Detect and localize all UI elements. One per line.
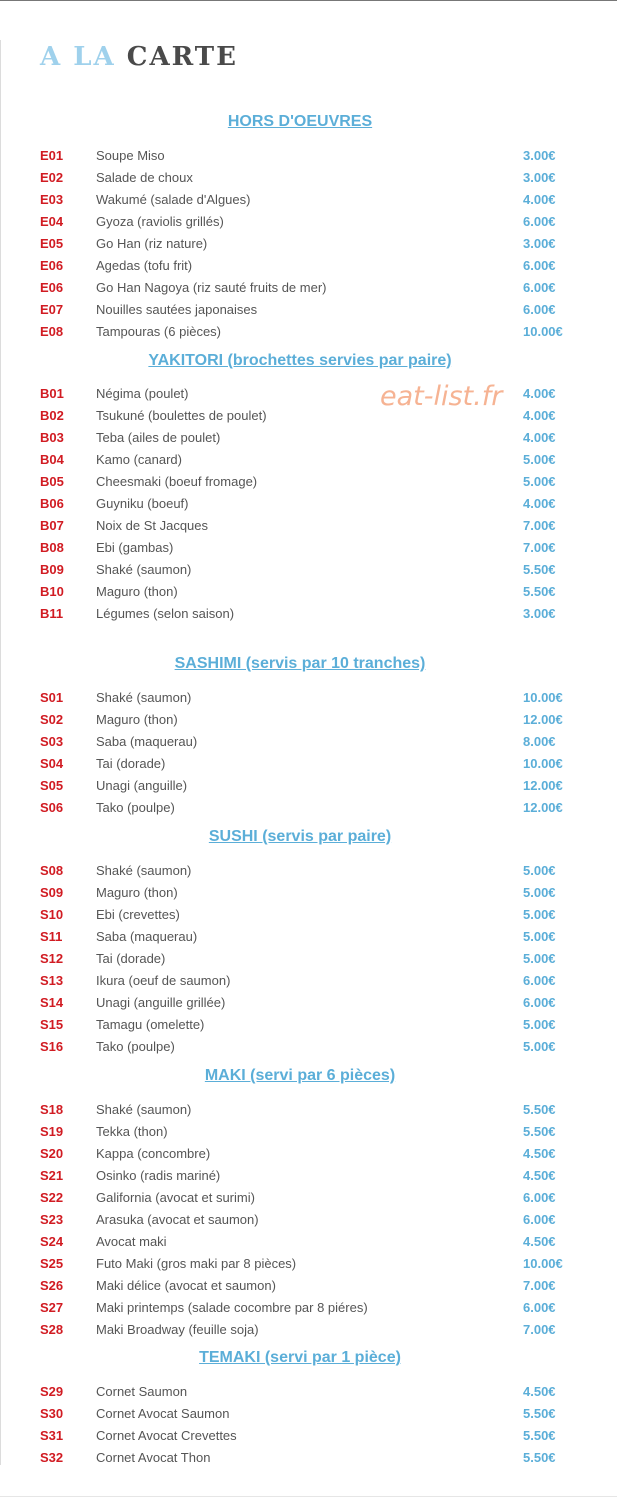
item-name: Osinko (radis mariné)	[96, 1167, 221, 1183]
item-price: 7.00€	[523, 1321, 556, 1337]
item-name: Saba (maquerau)	[96, 733, 198, 749]
item-code: E06	[40, 257, 64, 273]
item-code: S19	[40, 1123, 64, 1139]
item-code: B09	[40, 561, 64, 577]
item-code: S28	[40, 1321, 64, 1337]
item-price: 6.00€	[523, 994, 556, 1010]
item-name: Unagi (anguille grillée)	[96, 994, 226, 1010]
menu-item	[0, 1143, 600, 1165]
item-price: 4.50€	[523, 1233, 556, 1249]
item-price: 3.00€	[523, 169, 556, 185]
menu-item	[0, 753, 600, 775]
item-price: 3.00€	[523, 235, 556, 251]
item-name: Tako (poulpe)	[96, 1038, 175, 1054]
menu-item	[0, 687, 600, 709]
item-code: B06	[40, 495, 64, 511]
menu-item	[0, 1231, 600, 1253]
item-name: Tampouras (6 pièces)	[96, 323, 221, 339]
item-price: 10.00€	[523, 323, 563, 339]
menu-item	[0, 797, 600, 819]
item-price: 5.50€	[523, 1123, 556, 1139]
menu-item	[0, 211, 600, 233]
item-code: E05	[40, 235, 64, 251]
item-code: S20	[40, 1145, 64, 1161]
item-price: 6.00€	[523, 1211, 556, 1227]
item-price: 7.00€	[523, 539, 556, 555]
menu-item	[0, 926, 600, 948]
menu-item	[0, 1381, 600, 1403]
item-name: Salade de choux	[96, 169, 193, 185]
item-name: Unagi (anguille)	[96, 777, 188, 793]
bottom-border	[0, 1496, 617, 1497]
item-price: 7.00€	[523, 517, 556, 533]
item-code: B04	[40, 451, 64, 467]
item-name: Noix de St Jacques	[96, 517, 209, 533]
item-price: 5.50€	[523, 561, 556, 577]
item-code: S03	[40, 733, 64, 749]
item-price: 5.50€	[523, 1427, 556, 1443]
item-price: 6.00€	[523, 1299, 556, 1315]
item-code: B03	[40, 429, 64, 445]
menu-item	[0, 383, 600, 405]
section-title: TEMAKI (servi par 1 pièce)	[199, 1349, 401, 1366]
section-title: SASHIMI (servis par 10 tranches)	[174, 655, 426, 672]
item-name: Soupe Miso	[96, 148, 165, 163]
item-code: S05	[40, 777, 64, 793]
item-price: 6.00€	[523, 972, 556, 988]
item-code: S01	[40, 690, 64, 705]
item-code: E03	[40, 191, 64, 207]
item-code: S25	[40, 1255, 64, 1271]
item-name: Tai (dorade)	[96, 755, 166, 771]
item-code: S15	[40, 1016, 64, 1032]
menu-item	[0, 904, 600, 926]
menu-item	[0, 948, 600, 970]
item-price: 10.00€	[523, 1255, 563, 1271]
item-price: 6.00€	[523, 257, 556, 273]
item-price: 10.00€	[523, 690, 563, 705]
menu-item	[0, 515, 600, 537]
item-price: 6.00€	[523, 213, 556, 229]
item-name: Wakumé (salade d'Algues)	[96, 191, 251, 207]
menu-item	[0, 559, 600, 581]
item-code: S21	[40, 1167, 64, 1183]
item-price: 6.00€	[523, 301, 556, 317]
item-name: Maguro (thon)	[96, 884, 178, 900]
item-name: Maki Broadway (feuille soja)	[96, 1321, 259, 1337]
item-code: S10	[40, 906, 64, 922]
item-price: 3.00€	[523, 605, 556, 621]
item-name: Saba (maquerau)	[96, 928, 198, 944]
item-code: S12	[40, 950, 64, 966]
menu-item	[0, 537, 600, 559]
item-name: Gyoza (raviolis grillés)	[96, 213, 224, 229]
item-name: Teba (ailes de poulet)	[96, 429, 221, 445]
item-name: Kappa (concombre)	[96, 1145, 211, 1161]
item-name: Maki délice (avocat et saumon)	[96, 1277, 276, 1293]
menu-item	[0, 321, 600, 343]
item-name: Futo Maki (gros maki par 8 pièces)	[96, 1255, 297, 1271]
page-title-part1: A LA	[40, 42, 116, 72]
item-price: 5.50€	[523, 1102, 556, 1117]
item-name: Shaké (saumon)	[96, 690, 192, 705]
item-price: 12.00€	[523, 799, 563, 815]
item-code: B08	[40, 539, 64, 555]
item-price: 12.00€	[523, 711, 563, 727]
item-name: Ebi (gambas)	[96, 539, 174, 555]
item-name: Tekka (thon)	[96, 1123, 168, 1139]
section-title: SUSHI (servis par paire)	[208, 828, 392, 845]
section-title: YAKITORI (brochettes servies par paire)	[148, 352, 452, 369]
item-price: 5.50€	[523, 583, 556, 599]
item-code: S06	[40, 799, 64, 815]
item-name: Go Han Nagoya (riz sauté fruits de mer)	[96, 279, 327, 295]
menu-item	[0, 1403, 600, 1425]
menu-item	[0, 145, 600, 167]
menu-item	[0, 1253, 600, 1275]
item-name: Shaké (saumon)	[96, 561, 192, 577]
item-price: 5.00€	[523, 928, 556, 944]
item-price: 4.50€	[523, 1167, 556, 1183]
item-code: E06	[40, 279, 64, 295]
item-price: 5.00€	[523, 1038, 556, 1054]
item-code: S29	[40, 1384, 64, 1399]
item-name: Guyniku (boeuf)	[96, 495, 189, 511]
item-code: E01	[40, 148, 64, 163]
item-name: Tsukuné (boulettes de poulet)	[96, 407, 267, 423]
item-price: 5.00€	[523, 473, 556, 489]
item-code: S13	[40, 972, 64, 988]
menu-item	[0, 1275, 600, 1297]
item-price: 5.00€	[523, 906, 556, 922]
item-code: B01	[40, 386, 64, 401]
menu-item	[0, 1187, 600, 1209]
item-price: 4.00€	[523, 191, 556, 207]
item-name: Tamagu (omelette)	[96, 1016, 205, 1032]
item-name: Négima (poulet)	[96, 386, 189, 401]
item-price: 5.00€	[523, 884, 556, 900]
item-price: 5.50€	[523, 1449, 556, 1465]
item-name: Agedas (tofu frit)	[96, 257, 193, 273]
item-code: S09	[40, 884, 64, 900]
item-price: 5.00€	[523, 950, 556, 966]
item-code: S02	[40, 711, 64, 727]
item-code: S08	[40, 863, 64, 878]
menu-item	[0, 405, 600, 427]
item-code: E08	[40, 323, 64, 339]
item-name: Galifornia (avocat et surimi)	[96, 1189, 255, 1205]
item-code: E04	[40, 213, 64, 229]
menu-item	[0, 581, 600, 603]
item-price: 4.00€	[523, 495, 556, 511]
item-code: S24	[40, 1233, 64, 1249]
item-name: Go Han (riz nature)	[96, 235, 208, 251]
menu-item	[0, 471, 600, 493]
item-code: B10	[40, 583, 64, 599]
item-code: S32	[40, 1449, 64, 1465]
menu-item	[0, 493, 600, 515]
item-code: B07	[40, 517, 64, 533]
menu-item	[0, 1447, 600, 1469]
menu-item	[0, 860, 600, 882]
menu-item	[0, 709, 600, 731]
item-name: Cheesmaki (boeuf fromage)	[96, 473, 258, 489]
item-name: Maki printemps (salade cocombre par 8 piéres)	[96, 1299, 368, 1315]
menu-item	[0, 731, 600, 753]
section-title: HORS D'OEUVRES	[227, 113, 373, 130]
item-name: Kamo (canard)	[96, 451, 182, 467]
menu-item	[0, 992, 600, 1014]
item-price: 10.00€	[523, 755, 563, 771]
item-price: 3.00€	[523, 148, 556, 163]
page-title-part2: CARTE	[126, 42, 238, 72]
menu-item	[0, 1121, 600, 1143]
menu-item	[0, 1425, 600, 1447]
item-name: Cornet Avocat Thon	[96, 1449, 211, 1465]
menu-item	[0, 189, 600, 211]
item-name: Cornet Saumon	[96, 1384, 188, 1399]
item-code: B02	[40, 407, 64, 423]
item-name: Shaké (saumon)	[96, 863, 192, 878]
menu-item	[0, 233, 600, 255]
item-price: 4.00€	[523, 386, 556, 401]
item-price: 6.00€	[523, 279, 556, 295]
item-price: 4.50€	[523, 1384, 556, 1399]
item-code: E07	[40, 301, 64, 317]
item-name: Nouilles sautées japonaises	[96, 301, 258, 317]
menu-item	[0, 167, 600, 189]
menu-item	[0, 277, 600, 299]
item-code: B05	[40, 473, 64, 489]
page-title	[40, 42, 238, 72]
menu-item	[0, 1209, 600, 1231]
item-name: Arasuka (avocat et saumon)	[96, 1211, 259, 1227]
item-name: Maguro (thon)	[96, 711, 178, 727]
item-price: 5.00€	[523, 1016, 556, 1032]
item-name: Cornet Avocat Saumon	[96, 1405, 230, 1421]
item-price: 4.50€	[523, 1145, 556, 1161]
menu-item	[0, 255, 600, 277]
item-code: S26	[40, 1277, 64, 1293]
menu-item	[0, 449, 600, 471]
item-price: 5.00€	[523, 863, 556, 878]
menu-item	[0, 1099, 600, 1121]
item-price: 4.00€	[523, 429, 556, 445]
item-name: Tai (dorade)	[96, 950, 166, 966]
top-border	[0, 0, 617, 1]
item-code: B11	[40, 605, 64, 621]
item-code: S18	[40, 1102, 64, 1117]
menu-item	[0, 1297, 600, 1319]
menu-item	[0, 970, 600, 992]
item-name: Avocat maki	[96, 1233, 167, 1249]
menu-item	[0, 427, 600, 449]
item-price: 4.00€	[523, 407, 556, 423]
item-price: 5.00€	[523, 451, 556, 467]
menu-item	[0, 603, 600, 625]
item-code: S14	[40, 994, 64, 1010]
section-title: MAKI (servi par 6 pièces)	[204, 1067, 396, 1084]
item-price: 5.50€	[523, 1405, 556, 1421]
watermark: eat-list.fr	[380, 381, 503, 412]
item-code: E02	[40, 169, 64, 185]
menu-item	[0, 882, 600, 904]
menu-item	[0, 1014, 600, 1036]
item-code: S11	[40, 928, 63, 944]
menu-item	[0, 299, 600, 321]
item-price: 6.00€	[523, 1189, 556, 1205]
item-name: Ebi (crevettes)	[96, 906, 180, 922]
menu-item	[0, 1036, 600, 1058]
item-code: S23	[40, 1211, 64, 1227]
item-name: Maguro (thon)	[96, 583, 178, 599]
menu-item	[0, 1165, 600, 1187]
item-name: Cornet Avocat Crevettes	[96, 1427, 237, 1443]
item-code: S27	[40, 1299, 64, 1315]
item-price: 12.00€	[523, 777, 563, 793]
item-code: S30	[40, 1405, 64, 1421]
item-code: S04	[40, 755, 64, 771]
item-name: Ikura (oeuf de saumon)	[96, 972, 231, 988]
menu-item	[0, 1319, 600, 1341]
item-code: S22	[40, 1189, 64, 1205]
item-name: Shaké (saumon)	[96, 1102, 192, 1117]
menu-item	[0, 775, 600, 797]
item-name: Tako (poulpe)	[96, 799, 175, 815]
item-code: S16	[40, 1038, 64, 1054]
item-price: 7.00€	[523, 1277, 556, 1293]
item-code: S31	[40, 1427, 64, 1443]
item-price: 8.00€	[523, 733, 556, 749]
item-name: Légumes (selon saison)	[96, 605, 235, 621]
